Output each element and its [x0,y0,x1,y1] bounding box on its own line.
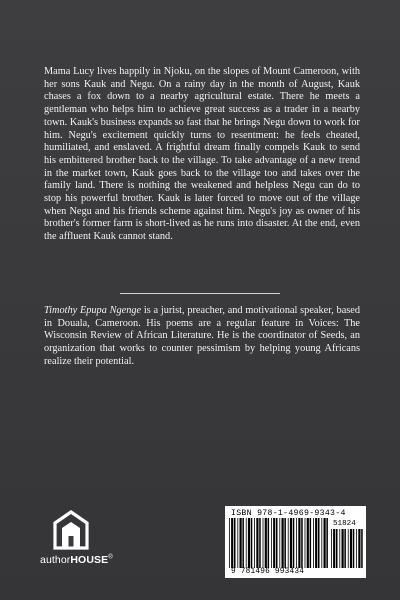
barcode-bar [265,518,267,568]
barcode-bar [307,518,309,568]
barcode-bar [344,529,346,568]
barcode-bar [353,529,355,568]
barcode-bar [313,518,314,568]
barcode-bar [246,518,247,568]
author-name: Timothy Epupa Ngenge [44,305,142,316]
barcode-bar [305,518,306,568]
barcode-bar [348,529,349,568]
barcode-addon-bars [331,529,363,568]
barcode-bar [318,518,320,568]
barcode-bar [310,518,312,568]
barcode-bar [301,518,303,568]
barcode-bar [342,529,344,568]
barcode-bar [279,518,280,568]
barcode-bar [231,518,233,568]
section-divider [120,293,280,294]
book-blurb: Mama Lucy lives happily in Njoku, on the slopes of Mount Cameroon, with her sons Kauk and Negu. On a rainy day in the month of August, Kauk chases a fox down to a nearby agricultural estate. There he meets a gentleman who helps him to achieve great success as a trader in a nearby town. Kauk's business expands so fast that he brings Negu down to work for him. Negu's excitement quickly turns to resentment: he feels cheated, humiliated, and enslaved. A frightful dream finally compels Kauk to send his embittered brother back to the village. To take advantage of a new trend in the market town, Kauk goes back to the village too and takes over the family land. There is nothing the weakened and helpless Negu can do to stop his powerful brother. Kauk is later forced to move out of the village when Negu and his friends scheme against him. Negu's joy as owner of his brother's former farm is short-lived as he runs into disaster. At the end, even the affluent Kauk cannot stand. [44,66,360,243]
authorhouse-logo-icon [52,510,90,550]
isbn-barcode [225,506,366,578]
barcode-bars [229,518,329,568]
barcode-bar [271,518,272,568]
barcode-bar [282,518,284,568]
barcode-bar [273,518,275,568]
publisher-name: authorHOUSE® [40,554,113,566]
isbn-label: ISBN 978-1-4969-9343-4 [231,509,346,518]
author-bio-text: is a jurist, preacher, and motivational speaker, based in Douala, Cameroon. His poems are a regular feature in Voices: The Wisconsin Review of African Literature. He is the coordinator of Seeds, an organization that works to counter pessimism by helping young Africans realize their potential. [44,305,361,367]
barcode-bar [268,518,270,568]
barcode-bar [315,518,317,568]
author-bio [44,305,360,369]
barcode-bar [237,518,238,568]
barcode-bar [331,529,332,568]
barcode-bar [358,529,360,568]
barcode-bar [333,529,335,568]
barcode-bar [288,518,289,568]
barcode-bar [259,518,261,568]
barcode-bar [254,518,255,568]
publisher-branding [40,510,120,572]
barcode-bar [290,518,292,568]
barcode-bar [234,518,236,568]
barcode-bar [326,518,328,568]
barcode-bar [240,518,242,568]
barcode-bar [251,518,253,568]
barcode-addon-digits: 51824 [333,520,356,528]
barcode-bar [263,518,264,568]
barcode-bar [339,529,340,568]
barcode-bar [296,518,297,568]
barcode-bar [321,518,322,568]
barcode-bar [293,518,295,568]
barcode-digits: 9 781496 993434 [231,568,305,576]
barcode-bar [229,518,230,568]
barcode-bar [336,529,338,568]
barcode-bar [242,518,244,568]
barcode-bar [298,518,300,568]
barcode-bar [248,518,250,568]
barcode-bar [356,529,357,568]
barcode-bar [361,529,363,568]
barcode-bar [284,518,286,568]
barcode-bar [350,529,352,568]
barcode-bar [256,518,258,568]
barcode-bar [276,518,278,568]
barcode-bar [324,518,326,568]
